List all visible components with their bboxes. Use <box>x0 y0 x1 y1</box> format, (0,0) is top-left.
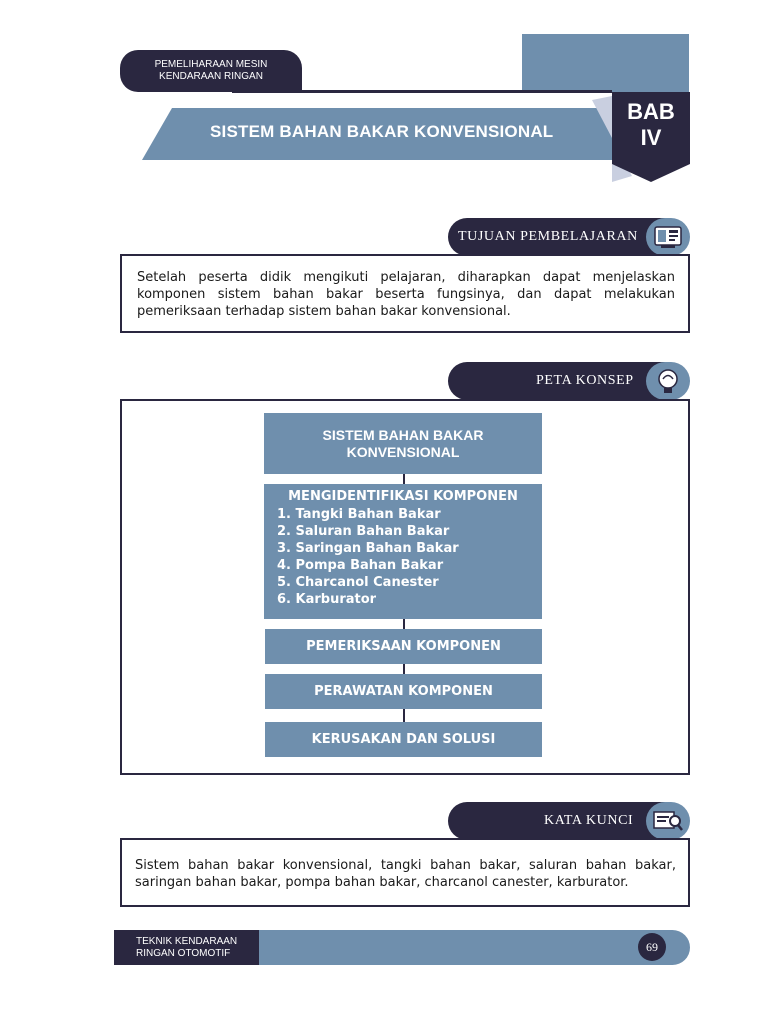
series-tab <box>120 50 302 92</box>
tujuan-heading: TUJUAN PEMBELAJARAN <box>458 229 638 244</box>
kata-kunci-heading: KATA KUNCI <box>544 813 634 828</box>
concept-root-line1: SISTEM BAHAN BAKAR <box>322 426 484 443</box>
tujuan-heading-pill <box>448 218 668 256</box>
list-item: 6. Karburator <box>277 592 377 607</box>
series-line2: KENDARAAN RINGAN <box>159 71 263 82</box>
bab-word: BAB <box>627 99 675 124</box>
footer-label <box>114 930 259 965</box>
bab-label <box>612 99 690 151</box>
series-line1: PEMELIHARAAN MESIN <box>154 59 268 70</box>
footer-bar <box>200 930 690 965</box>
learning-goals-icon <box>646 218 690 256</box>
step-damage <box>265 722 542 757</box>
chapter-title: SISTEM BAHAN BAKAR KONVENSIONAL <box>210 122 554 141</box>
connector-line <box>403 474 405 484</box>
concept-root <box>264 413 542 474</box>
concept-root-line2: KONVENSIONAL <box>346 443 460 460</box>
header-accent-block <box>522 34 689 92</box>
kata-kunci-heading-pill <box>448 802 668 840</box>
page-number: 69 <box>638 933 666 961</box>
list-item: 2. Saluran Bahan Bakar <box>277 524 450 539</box>
kata-kunci-box <box>120 838 690 907</box>
brain-idea-icon <box>646 362 690 400</box>
step-inspection-label: PEMERIKSAAN KOMPONEN <box>306 639 501 654</box>
footer-line2: RINGAN OTOMOTIF <box>136 947 231 959</box>
step-damage-label: KERUSAKAN DAN SOLUSI <box>311 732 496 747</box>
peta-heading: PETA KONSEP <box>536 373 634 388</box>
list-item: 4. Pompa Bahan Bakar <box>277 558 444 573</box>
list-item: 5. Charcanol Canester <box>277 575 439 590</box>
component-list <box>277 506 542 608</box>
kata-kunci-text: Sistem bahan bakar konvensional, tangki bahan bakar, saluran bahan bakar, saringan bahan bakar, pompa bahan bakar, charcanol canester, karburator. <box>135 858 676 890</box>
tujuan-box <box>120 254 690 333</box>
list-item: 1. Tangki Bahan Bakar <box>277 507 441 522</box>
bab-number: IV <box>640 125 662 150</box>
list-item: 3. Saringan Bahan Bakar <box>277 541 459 556</box>
step-maintenance <box>265 674 542 709</box>
connector-line <box>403 619 405 629</box>
step-maintenance-label: PERAWATAN KOMPONEN <box>314 684 493 699</box>
connector-line <box>403 709 405 722</box>
keyword-search-icon <box>646 802 690 840</box>
connector-line <box>403 664 405 674</box>
identify-heading: MENGIDENTIFIKASI KOMPONEN <box>288 489 518 504</box>
peta-heading-pill <box>448 362 668 400</box>
footer-line1: TEKNIK KENDARAAN <box>136 935 238 947</box>
step-inspection <box>265 629 542 664</box>
identify-components-box <box>264 484 542 619</box>
tujuan-text: Setelah peserta didik mengikuti pelajaran, diharapkan dapat menjelaskan komponen sistem bahan bakar beserta fungsinya, dan dapat melakukan pemeriksaan terhadap sistem bahan bakar konvensional. <box>137 270 675 319</box>
